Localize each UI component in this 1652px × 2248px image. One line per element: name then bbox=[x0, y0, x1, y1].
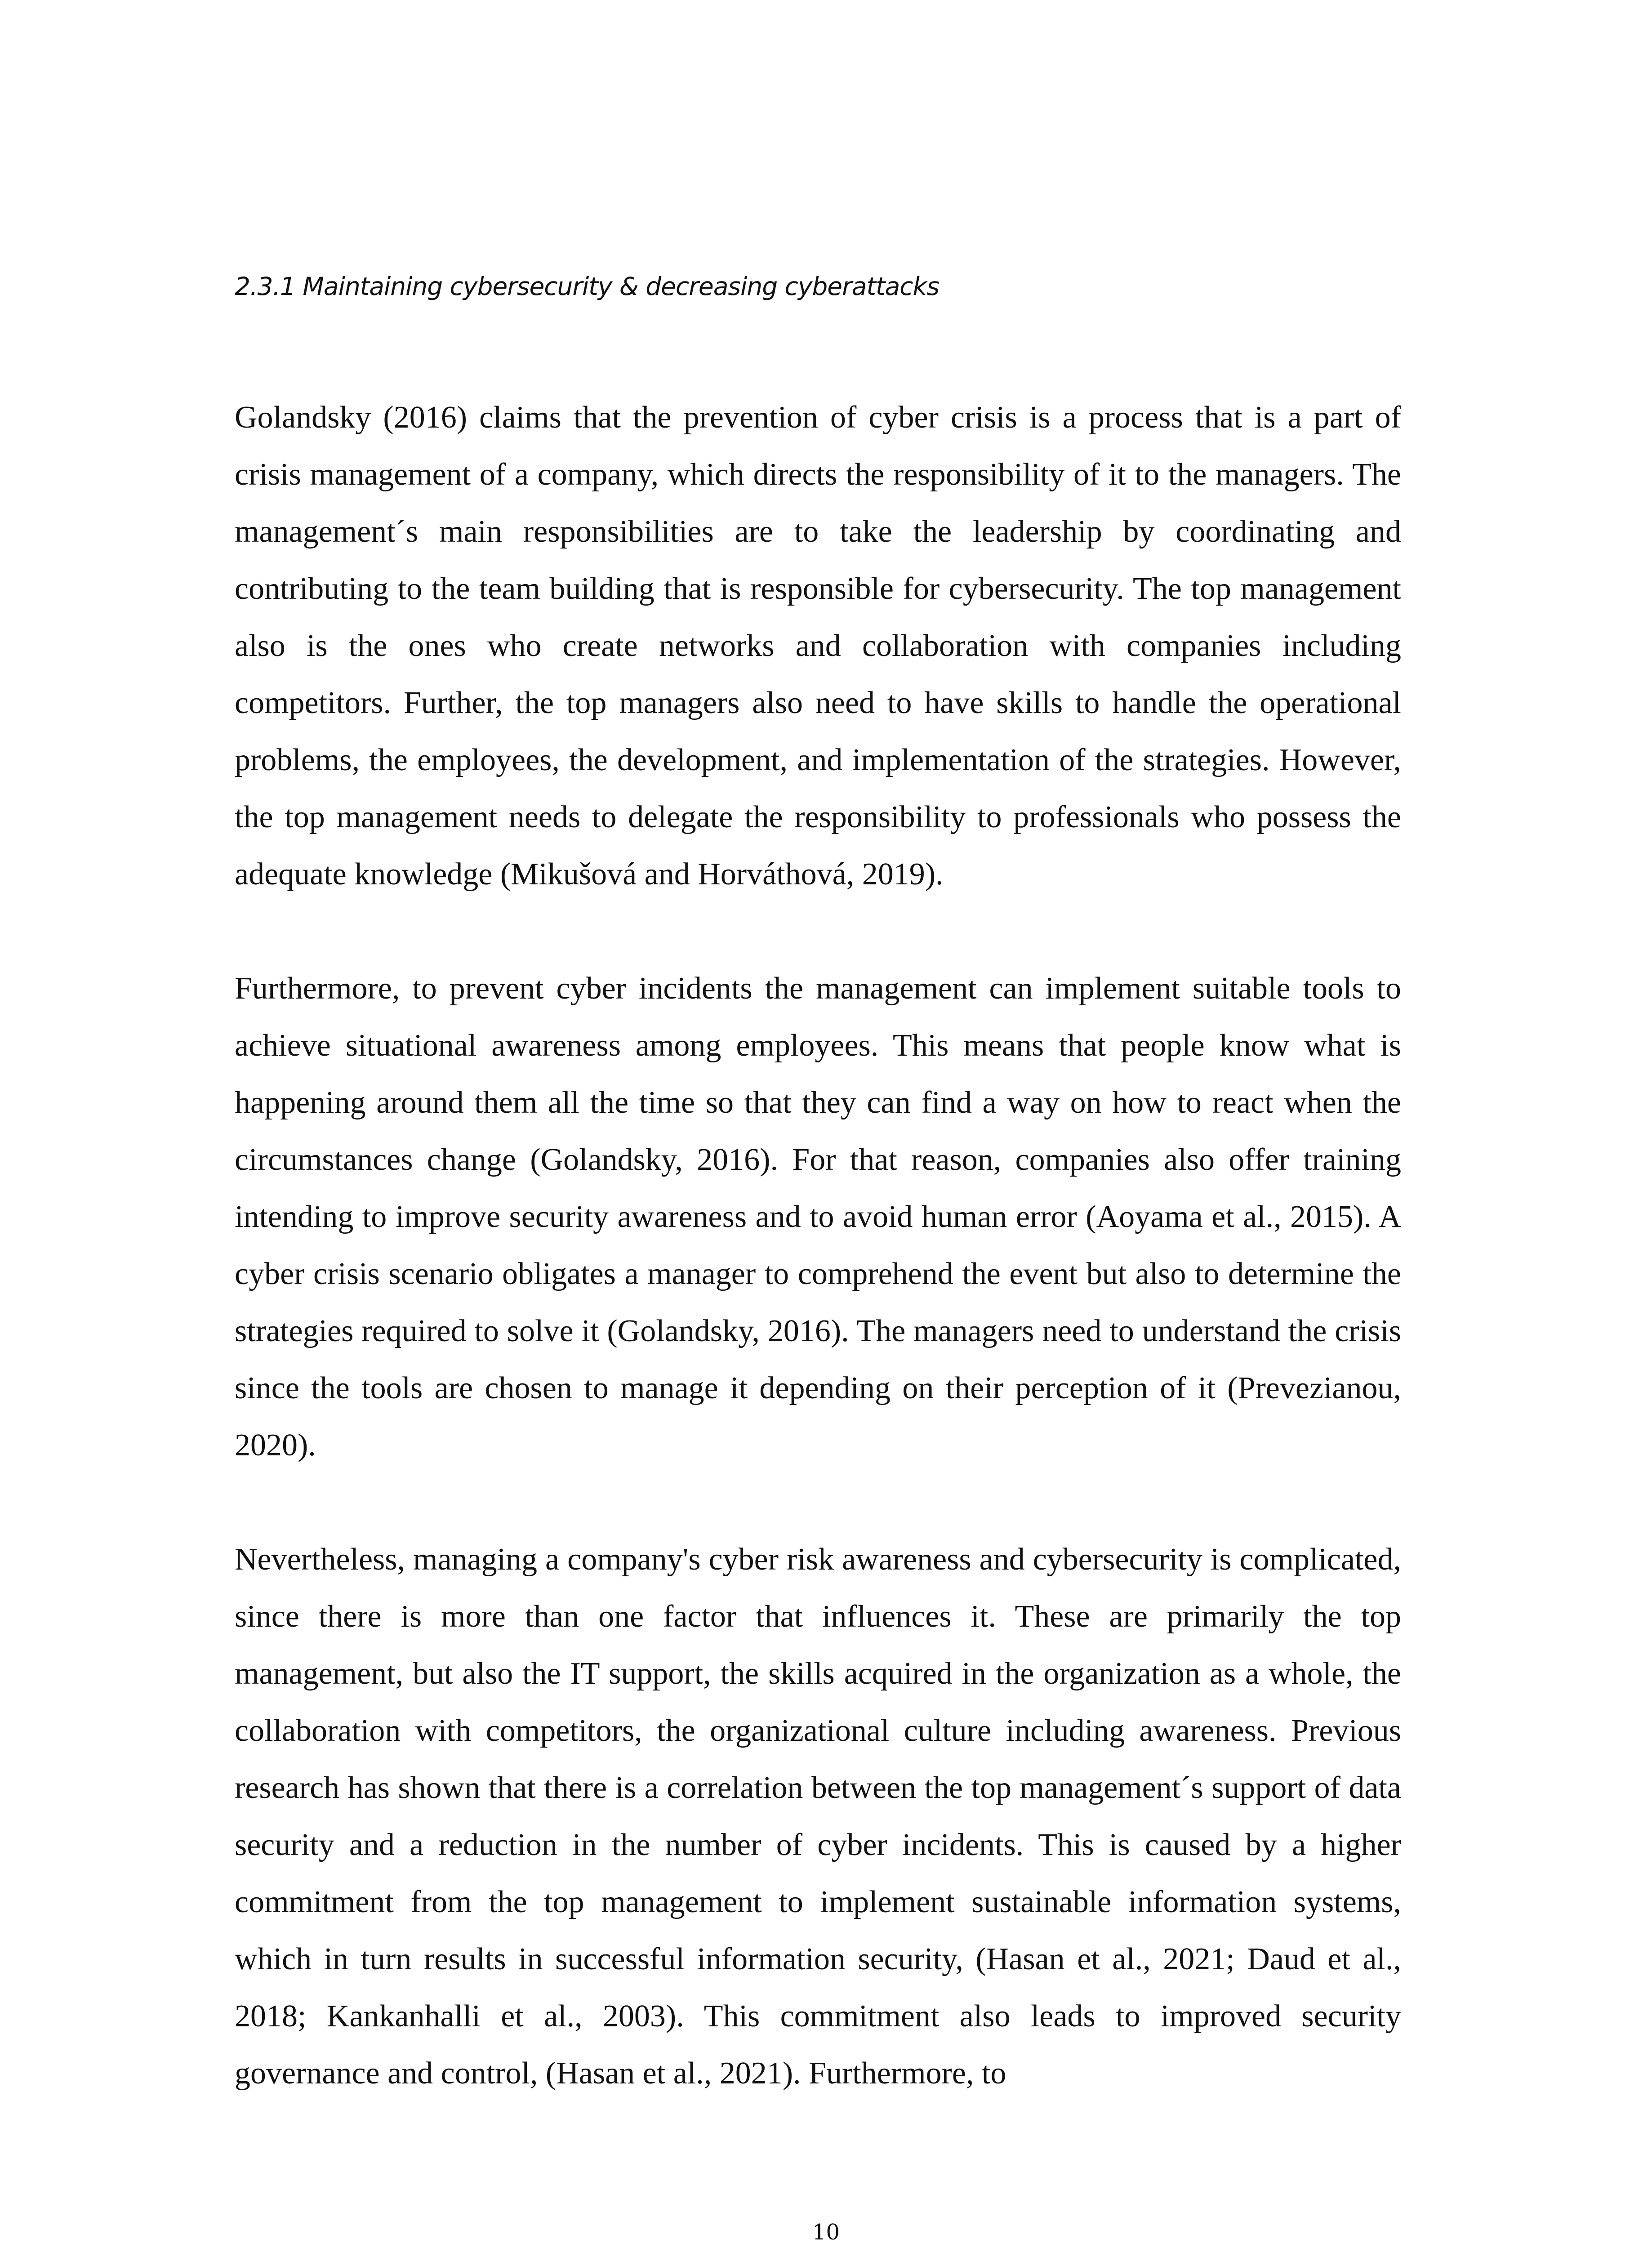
paragraph: Nevertheless, managing a company's cyber risk awareness and cybersecurity is complicated, since there is more than one factor that influences it. These are primarily the top management, but also the IT support, the skills acquired in the organization as a whole, the collaboration with competitors, the organizational culture including awareness. Previous research has shown that there is a correlation between the top management´s support of data security and a reduction in the number of cyber incidents. This is caused by a higher commitment from the top management to implement sustainable information systems, which in turn results in successful information security, (Hasan et al., 2021; Daud et al., 2018; Kankanhalli et al., 2003). This commitment also leads to improved security governance and control, (Hasan et al., 2021). Furthermore, to bbox=[235, 1542, 1401, 2091]
paragraph: Golandsky (2016) claims that the prevention of cyber crisis is a process that is a part of crisis management of a company, which directs the responsibility of it to the managers. The management´s main responsibilities are to take the leadership by coordinating and contributing to the team building that is responsible for cybersecurity. The top management also is the ones who create networks and collaboration with companies including competitors. Further, the top managers also need to have skills to handle the operational problems, the employees, the development, and implementation of the strategies. However, the top management needs to delegate the responsibility to professionals who possess the adequate knowledge (Mikušová and Horváthová, 2019). bbox=[235, 400, 1401, 892]
body-text bbox=[235, 389, 1401, 2102]
page-number: 10 bbox=[812, 2220, 840, 2245]
section-heading: 2.3.1 Maintaining cybersecurity & decreasing cyberattacks bbox=[235, 272, 940, 301]
paragraph: Furthermore, to prevent cyber incidents the management can implement suitable tools to achieve situational awareness among employees. This means that people know what is happening around them all the time so that they can find a way on how to react when the circumstances change (Golandsky, 2016). For that reason, companies also offer training intending to improve security awareness and to avoid human error (Aoyama et al., 2015). A cyber crisis scenario obligates a manager to comprehend the event but also to determine the strategies required to solve it (Golandsky, 2016). The managers need to understand the crisis since the tools are chosen to manage it depending on their perception of it (Prevezianou, 2020). bbox=[235, 971, 1401, 1463]
